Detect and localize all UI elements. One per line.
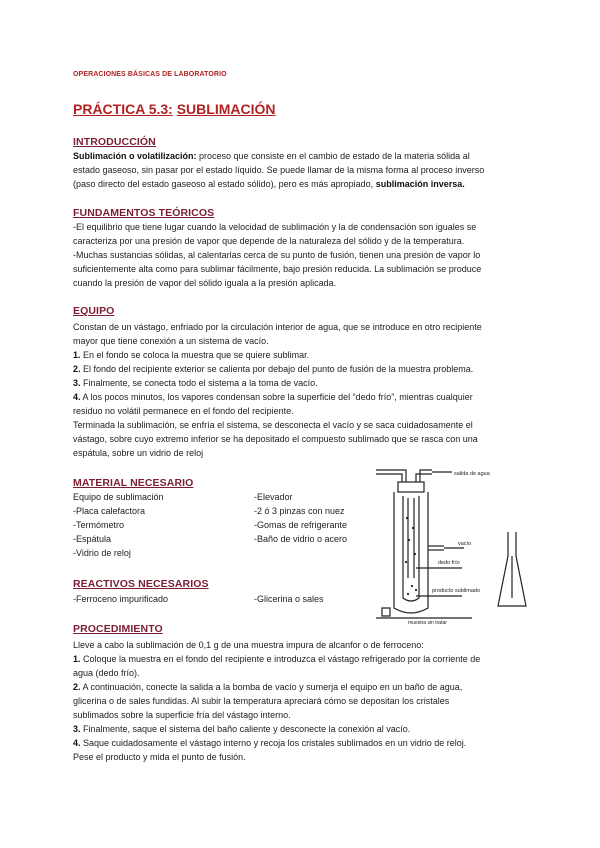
procedimiento-step-cont: agua (dedo frío). [73,668,140,678]
equipo-step-4-cont: residuo no volátil permanece en el fondo del recipiente. [73,406,294,416]
equipo-step: 4. A los pocos minutos, los vapores condensan sobre la superficie del “dedo frío”, mientras cualquier [73,392,473,402]
equipo-step: 2. El fondo del recipiente exterior se calienta por debajo del punto de fusión de la muestra problema. [73,364,474,374]
equipo-end-1: Terminada la sublimación, se enfría el sistema, se desconecta el vacío y se saca cuidadosamente el [73,420,473,430]
intro-paragraph [73,149,533,191]
page-title [73,101,276,117]
material-item: -Vidrio de reloj [73,548,131,558]
material-item: -Gomas de refrigerante [254,520,348,530]
fundamentos-heading: FUNDAMENTOS TEÓRICOS [73,207,215,219]
material-item: -Espátula [73,534,112,544]
equipo-intro-1: Constan de un vástago, enfriado por la circulación interior de agua, que se introduce en otro recipiente [73,322,482,332]
material-heading: MATERIAL NECESARIO [73,477,194,489]
label-sample: muestra sin tratar [408,620,447,624]
material-list-right [254,490,347,546]
material-item: -Placa calefactora [73,506,146,516]
material-item: -2 ó 3 pinzas con nuez [254,506,345,516]
procedimiento-step-cont: Pese el producto y mida el punto de fusión. [73,752,246,762]
equipo-step: 1. En el fondo se coloca la muestra que se quiere sublimar. [73,350,310,360]
label-water: salida de agua [454,471,490,477]
procedimiento-step: 1. Coloque la muestra en el fondo del recipiente e introduzca el vástago refrigerado por la corriente de [73,654,481,664]
procedimiento-step-cont: sublimados sobre la superficie fría del vástago interno. [73,710,291,720]
title-prefix: PRÁCTICA 5.3: [73,101,173,117]
fundamentos-line: -Muchas sustancias sólidas, al calentarlas cerca de su punto de fusión, tienen una presión de vapor lo [73,250,481,260]
procedimiento-paragraph [73,638,543,764]
fundamentos-line: suficientemente alta como para sublimar fácilmente, bajo presión reducida. La sublimación se produce [73,264,482,274]
intro-term: Sublimación o volatilización: [73,151,197,161]
intro-heading: INTRODUCCIÓN [73,136,156,148]
material-item: -Elevador [254,492,293,502]
fundamentos-paragraph [73,220,533,290]
label-cold-finger: dedo frío [438,560,460,566]
material-item: Equipo de sublimación [73,492,164,502]
procedimiento-step: 4. Saque cuidadosamente el vástago interno y recoja los cristales sublimados en un vidrio de reloj. [73,738,467,748]
procedimiento-step: 2. A continuación, conecte la salida a la bomba de vacío y sumerja el equipo en un baño de agua, [73,682,463,692]
title-main: SUBLIMACIÓN [176,101,276,117]
equipo-intro-2: mayor que tiene conexión a un sistema de vacío. [73,336,269,346]
fundamentos-line: caracteriza por una presión de vapor que depende de la naturaleza del sólido y de la temperatura. [73,236,465,246]
equipo-end-2: vástago, sobre cuyo extremo inferior se ha depositado el compuesto sublimado que se rasca con una [73,434,478,444]
procedimiento-step-cont: glicerina o de sales fundidas. Al subir la temperatura apreciará cómo se depositan los cristales [73,696,450,706]
material-item: -Termómetro [73,520,125,530]
intro-line-2: estado gaseoso, sin pasar por el estado líquido. Se puede llamar de la misma forma al proceso inverso [73,165,485,175]
procedimiento-heading: PROCEDIMIENTO [73,623,163,635]
material-list-left [73,490,164,560]
equipo-step: 3. Finalmente, se conecta todo el sistema a la toma de vacío. [73,378,318,388]
fundamentos-line: cuando la presión de vapor del sólido iguala a la presión aplicada. [73,278,337,288]
reactivo-item: -Ferroceno impurificado [73,594,169,604]
intro-line-1: proceso que consiste en el cambio de estado de la materia sólida al [196,151,470,161]
reactivo-item: -Glicerina o sales [254,594,324,604]
reactivos-heading: REACTIVOS NECESARIOS [73,578,209,590]
document-kicker: OPERACIONES BÁSICAS DE LABORATORIO [73,71,227,78]
equipo-end-3: espátula, sobre un vidrio de reloj [73,448,204,458]
label-vacuum: vacío [458,541,472,547]
material-item: -Baño de vidrio o acero [254,534,348,544]
label-product: producto sublimado [432,588,481,594]
procedimiento-step: 3. Finalmente, saque el sistema del baño caliente y desconecte la conexión al vacío. [73,724,411,734]
equipo-paragraph [73,320,533,460]
procedimiento-intro: Lleve a cabo la sublimación de 0,1 g de una muestra impura de alcanfor o de ferroceno: [73,640,424,650]
intro-line-3-bold: sublimación inversa. [375,179,465,189]
sublimation-apparatus-figure [372,458,532,624]
intro-line-3: (paso directo del estado gaseoso al estado sólido), pero es más apropiado, [73,179,376,189]
fundamentos-line: -El equilibrio que tiene lugar cuando la velocidad de sublimación y la de condensación son iguales se [73,222,477,232]
equipo-heading: EQUIPO [73,305,115,317]
